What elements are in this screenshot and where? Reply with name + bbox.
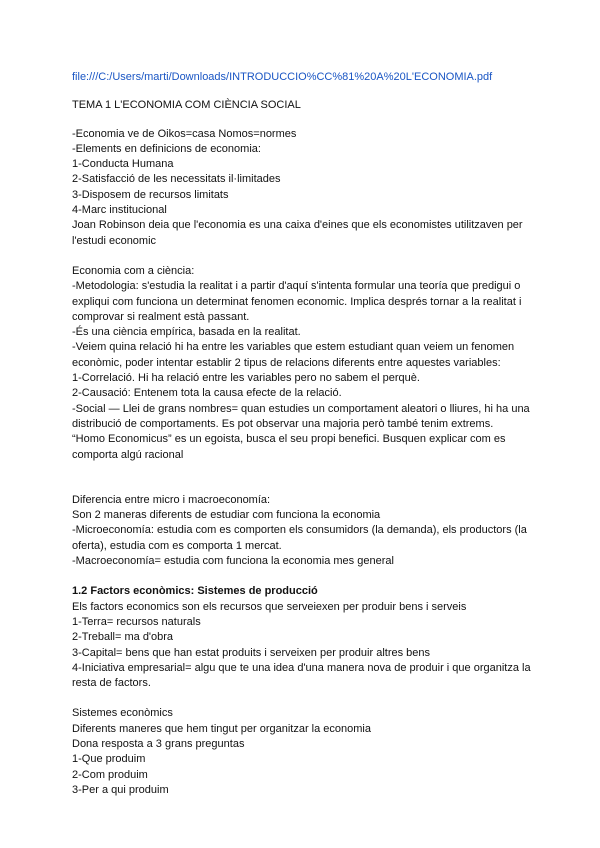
intro-line: -Elements en definicions de economia: xyxy=(72,142,261,155)
metodologia-paragraph: -Metodologia: s'estudia la realitat i a partir d'aquí s'intenta formular una teoría que predigui o expliqui com funciona un determinat fenomen economic. Implica després tornar a la realitat i comprovar si realment està passant. xyxy=(72,280,522,323)
spacer xyxy=(72,463,532,493)
correlacio-line: 1-Correlació. Hi ha relació entre les variables pero no sabem el perquè. xyxy=(72,372,420,385)
section-heading-sistemes: Sistemes econòmics xyxy=(72,707,173,720)
microeconomia-paragraph: -Microeconomía: estudia com es comporten els consumidors (la demanda), els productors (la oferta), estudia com es comporta 1 mercat. xyxy=(72,524,527,552)
document-content xyxy=(72,70,532,798)
macroeconomia-line: -Macroeconomía= estudia com funciona la economia mes general xyxy=(72,555,394,568)
intro-line: 4-Marc institucional xyxy=(72,204,167,217)
sistemes-line: 3-Per a qui produim xyxy=(72,783,169,796)
section-heading-factors: 1.2 Factors econòmics: Sistemes de producció xyxy=(72,585,318,598)
factor-item: 2-Treball= ma d'obra xyxy=(72,631,174,644)
section-heading-micro-macro: Diferencia entre micro i macroeconomía: xyxy=(72,493,271,506)
factor-item: 3-Capital= bens que han estat produits i serveixen per produir altres bens xyxy=(72,646,431,659)
factors-intro: Els factors economics son els recursos que serveiexen per produir bens i serveis xyxy=(72,600,467,613)
intro-line: 2-Satisfacció de les necessitats il·limitades xyxy=(72,173,281,186)
intro-line: 3-Disposem de recursos limitats xyxy=(72,188,229,201)
social-paragraph: -Social — Llei de grans nombres= quan estudies un comportament aleatori o lliures, hi ha una distribució de comportaments. Es pot observar una majoria però també tenim extrems. xyxy=(72,402,530,430)
factor-item: 1-Terra= recursos naturals xyxy=(72,615,201,628)
intro-line: -Economia ve de Oikos=casa Nomos=normes xyxy=(72,127,297,140)
spacer xyxy=(72,569,532,584)
spacer xyxy=(72,249,532,264)
homo-economicus-paragraph: “Homo Economicus” es un egoista, busca el seu propi benefici. Busquen explicar com es comporta algú racional xyxy=(72,433,506,461)
empirica-line: -És una ciència empírica, basada en la realitat. xyxy=(72,326,301,339)
spacer xyxy=(72,691,532,706)
relacio-paragraph: -Veiem quina relació hi ha entre les variables que estem estudiant quan veiem un fenomen econòmic, poder intentar establir 2 tipus de relacions diferents entre aquestes variables: xyxy=(72,341,515,369)
causacio-line: 2-Causació: Entenem tota la causa efecte de la relació. xyxy=(72,387,342,400)
robinson-paragraph: Joan Robinson deia que l'economia es una caixa d'eines que els economistes utilitzaven per l'estudi economic xyxy=(72,219,523,247)
sistemes-line: Dona resposta a 3 grans preguntas xyxy=(72,737,245,750)
section-heading-ciencia: Economia com a ciència: xyxy=(72,264,195,277)
intro-line: 1-Conducta Humana xyxy=(72,158,174,171)
sistemes-line: 2-Com produim xyxy=(72,768,148,781)
sistemes-line: Diferents maneres que hem tingut per organitzar la economia xyxy=(72,722,371,735)
document-title: TEMA 1 L'ECONOMIA COM CIÈNCIA SOCIAL xyxy=(72,99,301,112)
sistemes-line: 1-Que produim xyxy=(72,753,146,766)
micro-macro-intro: Son 2 maneras diferents de estudiar com funciona la economia xyxy=(72,509,381,522)
factor-item-iniciativa: 4-Iniciativa empresarial= algu que te una idea d'una manera nova de produir i que organitza la resta de factors. xyxy=(72,661,531,690)
file-url-link[interactable]: file:///C:/Users/marti/Downloads/INTRODUCCIO%CC%81%20A%20L'ECONOMIA.pdf xyxy=(72,71,493,83)
